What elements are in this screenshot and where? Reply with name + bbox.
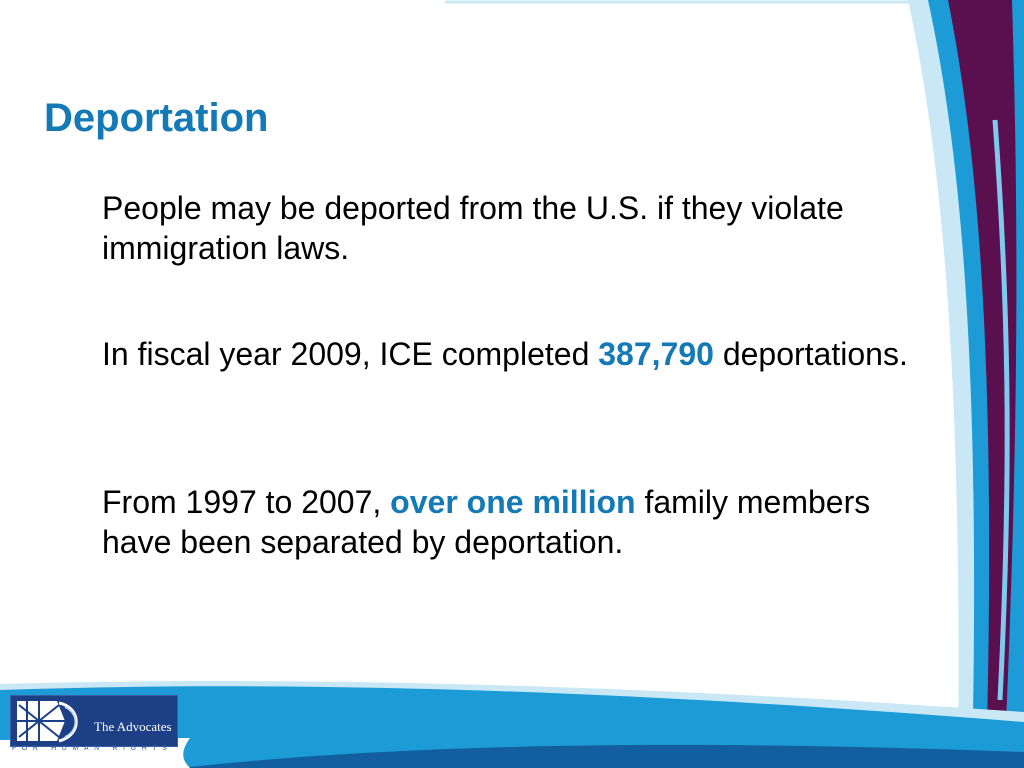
- logo-emblem-icon: [13, 697, 89, 745]
- paragraph-deportation-basis: [102, 188, 922, 268]
- paragraph-text-start: In fiscal year 2009, ICE completed: [102, 336, 599, 372]
- deportation-count-highlight: 387,790: [598, 336, 714, 372]
- logo-tagline: FOR HUMAN RIGHTS: [12, 745, 173, 752]
- paragraph-ice-deportations: [102, 334, 922, 374]
- logo-name: The Advocates: [94, 719, 172, 734]
- separation-count-highlight: over one million: [390, 484, 636, 520]
- paragraph-text: People may be deported from the U.S. if they violate immigration laws.: [102, 190, 844, 266]
- advocates-logo: [10, 695, 178, 747]
- paragraph-text-start: From 1997 to 2007,: [102, 484, 391, 520]
- paragraph-text-end: deportations.: [713, 336, 908, 372]
- slide-title: Deportation: [44, 96, 269, 140]
- paragraph-text-end: family members have been separated by deportation.: [102, 484, 871, 560]
- paragraph-family-separation: [102, 482, 922, 562]
